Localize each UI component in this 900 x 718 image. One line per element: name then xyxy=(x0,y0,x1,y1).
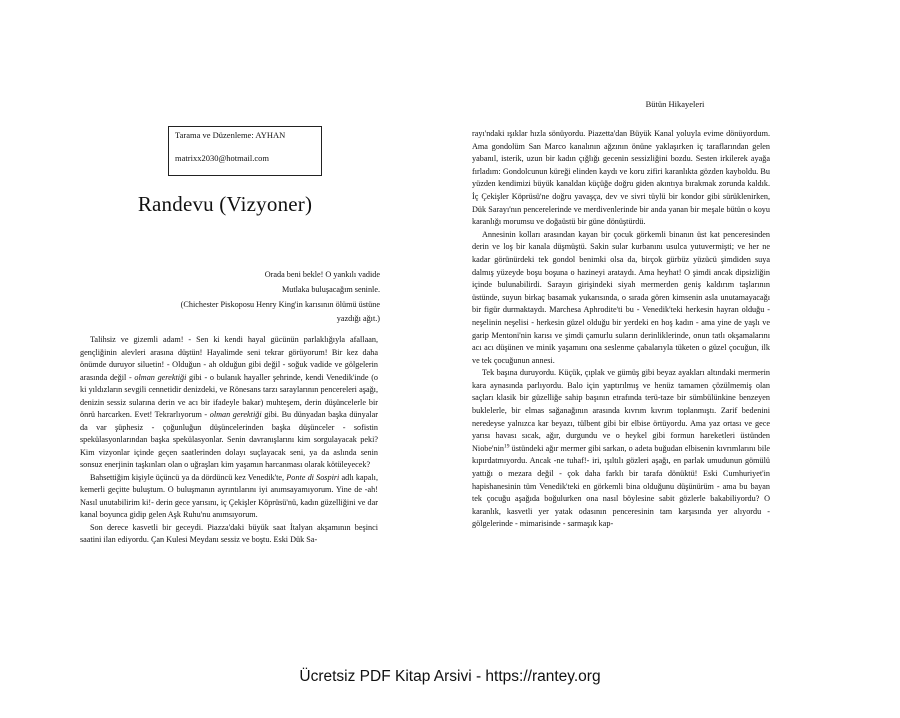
paragraph: rayı'ndaki ışıklar hızla sönüyordu. Piazetta'dan Büyük Kanal yoluyla evime dönüyordum. Ama gondolüm San Marco kanalının ağzının önüne yaklaşırken iç taraflarından gelen yabanıl, isterik, uzun bir kadın çığlığı gecenin sessizliğini bozdu. Sesten irkilerek ayağa fırladım: Gondolcunun küreği elinden kaydı ve koru zifiri karanlıkta gözden kayboldu. Bu yüzden kendimizi büyük kanaldan küçüğe doğru giden akıntıya bırakmak zorunda kaldık. İç Çekişler Köprüsü'ne doğru yavaşça, dev ve sivri tüylü bir kondor gibi sürüklenirken, Dük Sarayı'nın pencerelerinde ve merdivenlerinde bir anda yanan bir meşale bütün o koyu karanlığı morumsu ve doğaüstü bir güne dönüştürdü. xyxy=(472,129,770,227)
scan-credit-box xyxy=(168,126,322,176)
running-head: Bütün Hikayeleri xyxy=(645,99,705,109)
text-run: adlı kapalı, kemerli geçitte buluştum. O buluşmanın ayrıntılarını iyi anımsayamıyorum. Yine de -ah! Nasıl unutabilirim ki!- derin gece yarısını, iç Çekişler Köprüsü'nü, kadın güzelliğini ve dar kanal boyunca gidip gelen Aşk Ruhu'nu anımsıyorum. xyxy=(80,472,378,519)
paragraph xyxy=(80,334,378,472)
left-page xyxy=(0,0,450,650)
credit-email: matrixx2030@hotmail.com xyxy=(175,153,269,163)
footer-banner: Ücretsiz PDF Kitap Arsivi - https://rantey.org xyxy=(299,668,601,685)
credit-line: Tarama ve Düzenleme: AYHAN xyxy=(175,130,286,140)
right-body-text xyxy=(472,128,770,531)
text-run: gibi. Bu dünyadan başka dünyalar da var şüphesiz - çoğunluğun düşüncelerinden başka düşünceler - sofistin spekülasyonlarından başka spekülasyonlar. Senin davranışlarını kim sorgulayacak peki? Kim vizyonlar içinde geçen saatlerinden dolayı suçlayacak seni, ya da aslında senin sonsuz enerjinin taşkınları olan o uğraşları kim yaşamın harcanması olarak kötüleyecek? xyxy=(80,410,378,469)
italic-phrase: Ponte di Sospiri xyxy=(286,472,340,482)
epigraph xyxy=(100,268,380,327)
paragraph: Annesinin kolları arasından kayan bir çocuk görkemli binanın üst kat penceresinden derin ve loş bir kanala düşmüştü. Sakin sular kurbanını usulca yutuvermişti; ve her ne kadar görünürdeki tek gondol benimki olsa da, birçok gürbüz yüzücü şimdiden suya dalmış yüzeyde boşu boşuna o hazineyi arataydı. Ama heyhat! O şimdi ancak dipsizliğin içinde bulunabilirdi. Sarayın girişindeki siyah mermerden geniş kaldırım taşlarının üstünde, suyun birkaç basamak yukarısında, o sırada gören kimsenin asla unutamayacağı bir figür durmaktaydı. Marchesa Aphrodite'ti bu - Venedik'teki herkesin hayran olduğu - neşelinin neşelisi - herkesin güzel olduğu bir yerdeki en hoş kadın - ama yine de yaşlı ve garip Mentoni'nin karısı ve şimdi çamurlu suların derinliklerinde, onun tatlı okşamalarını acı acı düşünen ve minik yaşamını ona seslenme çabalarıyla tüketen o güzel çocuğun, ilk ve tek çocuğunun annesi. xyxy=(472,229,770,365)
text-run: Tek başına duruyordu. Küçük, çıplak ve gümüş gibi beyaz ayakları altındaki mermerin kara aynasında parlıyordu. Balo için yaptırılmış ve henüz tamamen çözülmemiş olan saçları klasik bir güzelliğe sahip başının etrafında terü-taze bir sümbülünkine benzeyen buklelerle, bir elmas sağanağının arasında kıvrım kıvrım toplanmıştı. Zarif bedenini neredeyse yalnızca kar beyazı, tülbent gibi bir elbise örtüyordu. Ama yaz ortası ve gece yarısı havası sıcak, ağır, durgundu ve o heykel gibi formun hareketleri üstünden Niobe'nin xyxy=(472,368,770,453)
epigraph-line: (Chichester Piskoposu Henry King'in karısının ölümü üstüne xyxy=(180,299,380,309)
text-run: Bahsettiğim kişiyle üçüncü ya da dördüncü kez Venedik'te, xyxy=(90,472,287,482)
left-body-text xyxy=(80,334,378,547)
epigraph-line: Orada beni bekle! O yankılı vadide xyxy=(264,270,380,279)
epigraph-line: Mutlaka buluşacağım seninle. xyxy=(282,284,380,294)
paragraph: Son derece kasvetli bir geceydi. Piazza'daki büyük saat İtalyan akşamının beşinci saatini ilan ediyordu. Çan Kulesi Meydanı sessiz ve boştu. Eski Dük Sa- xyxy=(80,522,378,544)
text-run: gibi - o bulanık hayaller şehrinde, kendi Venedik'inde (o ki yıldızların sevgili cennetidir denizdeki, ve Rönesans tarzı saraylarının pencereleri aşağı, denizin sessiz sularına derin ve acı bir ifadeyle bakar) muhteşem, derin düşüncelerle bir önrü harcarken. Evet! Tekrarlıyorum - xyxy=(80,372,379,419)
italic-phrase: olman gerektiği xyxy=(134,372,187,382)
text-run: üstündeki ağır mermer gibi sarkan, o adeta buğudan elbisenin kıvrımlarını bile kıpırdatmıyordu. Ancak -ne tuhaf!- iri, ışıltılı gözleri aşağı, en parlak umudunun gömülü yattığı o mezara değil - çok daha farklı bir tarafa dönüktü! Eski Cumhuriyet'in hapishanesinin tüm Venedik'teki en görkemli bina olduğunu düşünürüm - ama bu bayan tek çocuğu aşağıda boğulurken ona nasıl böylesine sabit gözlerle bakabiliyordu? O karanlık, kasvetli yer yatak odasının penceresinin tam karşısında yer alıyordu - gölgelerinde - mimarisinde - sarmaşık kap- xyxy=(472,443,770,529)
footnote-marker[interactable]: 19 xyxy=(503,443,510,450)
epigraph-line: yazdığı ağıt.) xyxy=(336,314,380,324)
paragraph xyxy=(472,367,770,531)
italic-phrase: olman gerektiği xyxy=(209,410,262,419)
story-title: Randevu (Vizyoner) xyxy=(137,192,313,216)
paragraph xyxy=(80,472,378,522)
text-run: Talihsiz ve gizemli adam! - Sen ki kendi hayal gücünün parlaklığıyla afallaan, gençliğinin alevleri arasına düştün! Hayalimde seni tekrar görüyorum! Bir kez daha önümde duruyor siluetin! - Olduğun - ah olduğun gibi değil - soğuk vadide ve gölgelerin arasında değil - xyxy=(80,335,378,382)
